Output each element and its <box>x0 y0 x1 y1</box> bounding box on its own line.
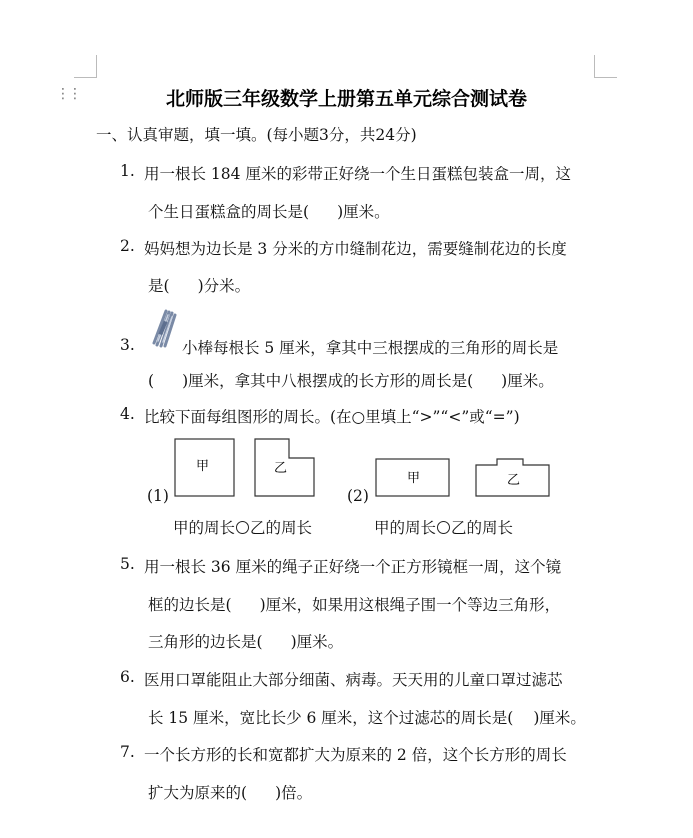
compare-circle-1[interactable] <box>236 521 249 534</box>
page-title: 北师版三年级数学上册第五单元综合测试卷 <box>165 88 527 110</box>
q3-line1: 小棒每根长 5 厘米，拿其中三根摆成的三角形的周长是 <box>182 339 559 357</box>
q4-line1: 比较下面每组图形的周长。(在○里填上“>”“<”或“=”) <box>144 408 520 426</box>
margin-mark-top-right <box>594 55 617 78</box>
q5-line3: 三角形的边长是( )厘米。 <box>148 633 344 651</box>
group1-compare: 甲的周长 乙的周长 <box>173 519 313 537</box>
q3-line2: ( )厘米，拿其中八根摆成的长方形的周长是( )厘米。 <box>148 372 554 390</box>
q1-number: 1. <box>120 162 135 180</box>
group1-shape-yi <box>254 438 316 498</box>
shape-label-jia: 甲 <box>407 471 421 486</box>
q1-line2: 个生日蛋糕盒的周长是( )厘米。 <box>148 203 390 221</box>
q7-line1: 一个长方形的长和宽都扩大为原来的 2 倍，这个长方形的周长 <box>144 746 567 764</box>
group1-label: (1) <box>147 487 169 505</box>
shape-label-yi: 乙 <box>274 461 288 476</box>
q5-number: 5. <box>120 555 135 573</box>
q6-line2: 长 15 厘米，宽比长少 6 厘米，这个过滤芯的周长是( )厘米。 <box>148 709 586 727</box>
q4-number: 4. <box>120 405 135 423</box>
q2-line2: 是( )分米。 <box>148 277 251 295</box>
drag-handle-icon[interactable]: ⋮⋮ <box>56 86 80 102</box>
group1-shape-jia <box>174 438 236 498</box>
shape-label-yi: 乙 <box>507 473 521 488</box>
q2-line1: 妈妈想为边长是 3 分米的方巾缝制花边，需要缝制花边的长度 <box>144 240 567 258</box>
group2-shape-jia <box>375 458 451 498</box>
group2-shape-yi <box>475 458 551 498</box>
group2-compare: 甲的周长 乙的周长 <box>374 519 514 537</box>
shape-label-jia: 甲 <box>196 459 210 474</box>
group2-label: (2) <box>347 487 369 505</box>
q6-line1: 医用口罩能阻止大部分细菌、病毒。天天用的儿童口罩过滤芯 <box>144 671 563 689</box>
q5-line1: 用一根长 36 厘米的绳子正好绕一个正方形镜框一周，这个镜 <box>144 558 562 576</box>
q3-number: 3. <box>120 336 135 354</box>
q1-line1: 用一根长 184 厘米的彩带正好绕一个生日蛋糕包装盒一周，这 <box>144 165 571 183</box>
q7-number: 7. <box>120 743 135 761</box>
q2-number: 2. <box>120 237 135 255</box>
q6-number: 6. <box>120 668 135 686</box>
margin-mark-top-left <box>74 55 97 78</box>
q7-line2: 扩大为原来的( )倍。 <box>148 784 313 802</box>
compare-circle-2[interactable] <box>437 521 450 534</box>
section-heading: 一、认真审题，填一填。(每小题3分，共24分) <box>96 126 417 144</box>
q5-line2: 框的边长是( )厘米，如果用这根绳子围一个等边三角形， <box>148 596 561 614</box>
sticks-bundle-icon <box>148 308 182 348</box>
